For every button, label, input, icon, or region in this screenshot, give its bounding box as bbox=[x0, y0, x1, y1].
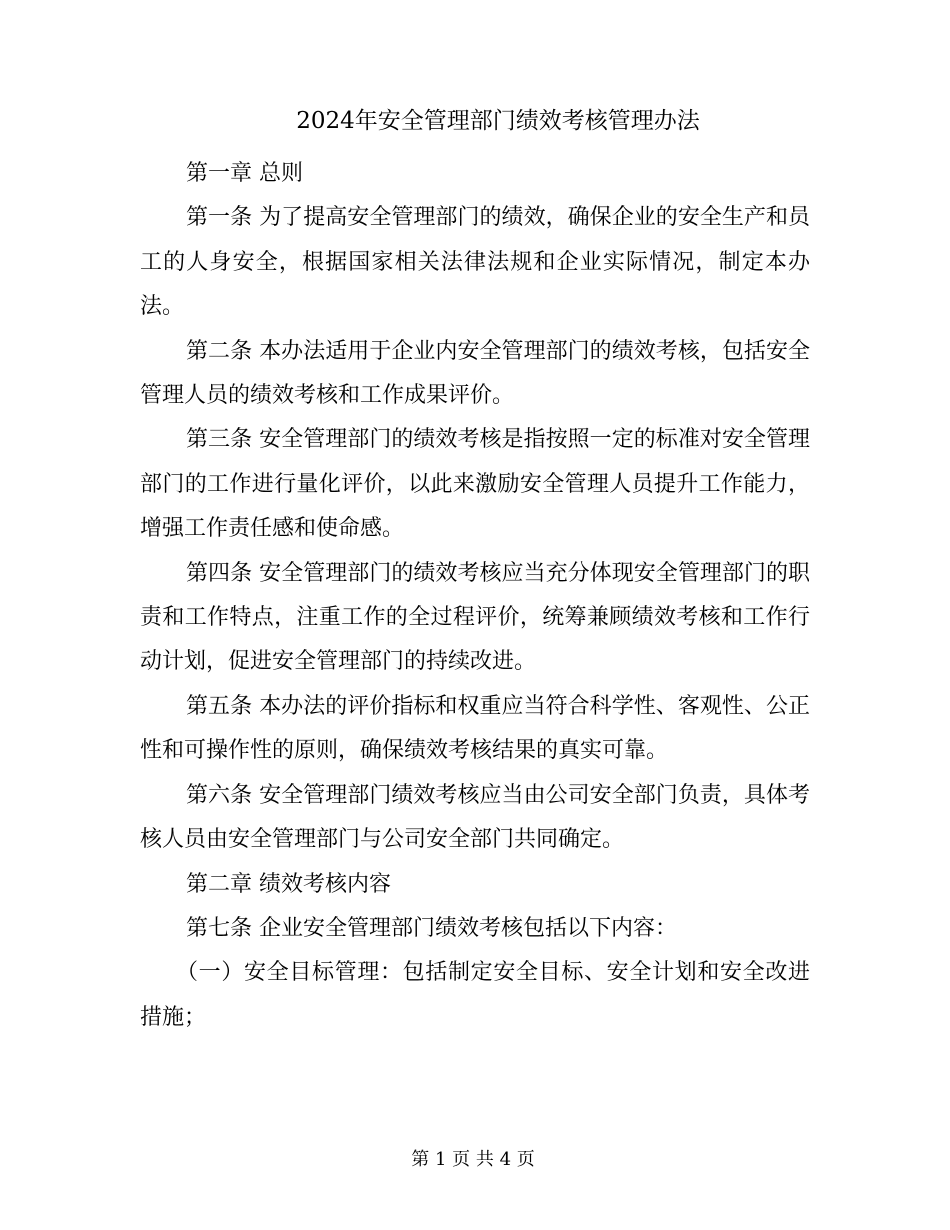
page-footer bbox=[0, 1146, 946, 1174]
article-paragraph: 第一条 为了提高安全管理部门的绩效，确保企业的安全生产和员工的人身安全，根据国家相关法律法规和企业实际情况，制定本办法。 bbox=[140, 205, 810, 320]
article-paragraph: 第三条 安全管理部门的绩效考核是指按照一定的标准对安全管理部门的工作进行量化评价，以此来激励安全管理人员提升工作能力，增强工作责任感和使命感。 bbox=[140, 427, 810, 542]
article-paragraph: 第二条 本办法适用于企业内安全管理部门的绩效考核，包括安全管理人员的绩效考核和工作成果评价。 bbox=[140, 338, 810, 409]
chapter-heading: 第二章 绩效考核内容 bbox=[186, 871, 391, 897]
article-paragraph: 第六条 安全管理部门绩效考核应当由公司安全部门负责，具体考核人员由安全管理部门与公司安全部门共同确定。 bbox=[140, 782, 810, 853]
article-paragraph: 第五条 本办法的评价指标和权重应当符合科学性、客观性、公正性和可操作性的原则，确保绩效考核结果的真实可靠。 bbox=[140, 693, 810, 764]
list-item: （一）安全目标管理：包括制定安全目标、安全计划和安全改进措施； bbox=[140, 960, 810, 1030]
article-paragraph: 第七条 企业安全管理部门绩效考核包括以下内容： bbox=[186, 915, 677, 941]
document-title: 2024年安全管理部门绩效考核管理办法 bbox=[296, 108, 700, 134]
chapter-heading: 第一章 总则 bbox=[186, 161, 303, 186]
article-paragraph: 第四条 安全管理部门的绩效考核应当充分体现安全管理部门的职责和工作特点，注重工作的全过程评价，统筹兼顾绩效考核和工作行动计划，促进安全管理部门的持续改进。 bbox=[140, 560, 810, 675]
document-body bbox=[140, 152, 810, 1040]
page-number: 第 1 页 共 4 页 bbox=[411, 1149, 535, 1170]
